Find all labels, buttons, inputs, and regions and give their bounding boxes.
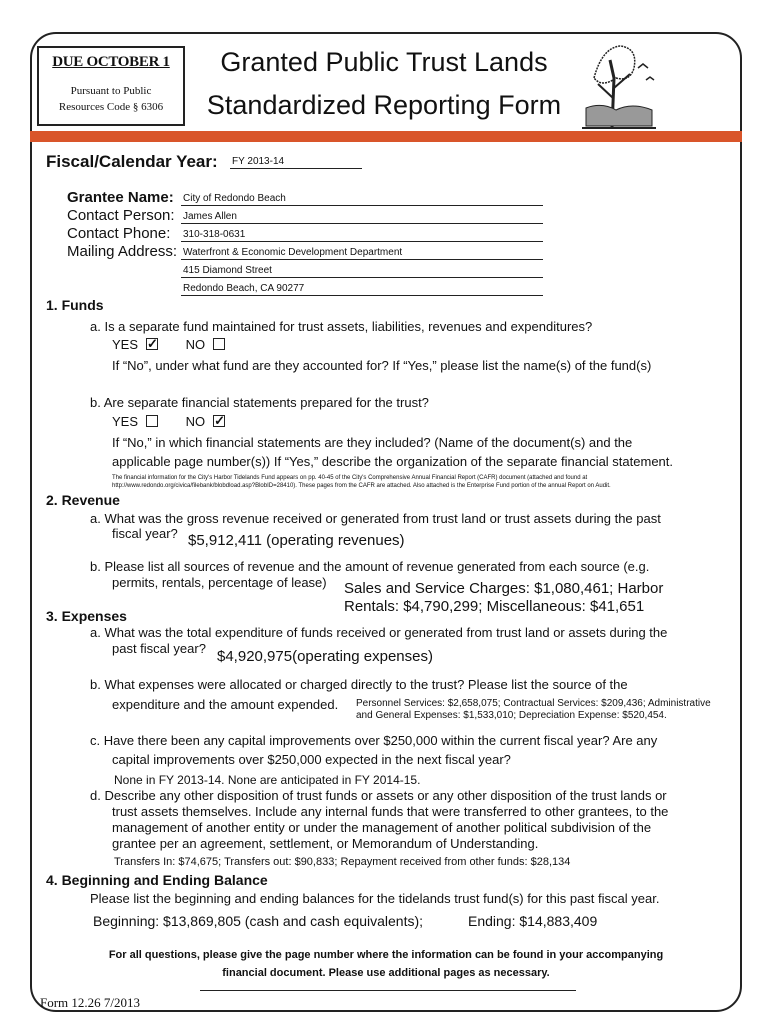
expenses-question-c-1: c. Have there been any capital improvements over $250,000 within the current fiscal year? Are any [90, 733, 658, 748]
statute-line-1: Pursuant to Public [70, 85, 152, 97]
expenses-question-a-1: a. What was the total expenditure of funds received or generated from trust land or assets during the [90, 625, 668, 640]
funds-b-answer-2: http://www.redondo.org/civica/filebank/blobdload.asp?BlobID=28410). These pages from the CAFR are attached. Also attached is the Enterprise Fund portion of the annual Report on Audit. [112, 483, 611, 489]
funds-a-yes-label: YES [112, 337, 139, 352]
funds-a-yes-checkbox[interactable] [146, 338, 158, 350]
expenses-d-answer: Transfers In: $74,675; Transfers out: $90,833; Repayment received from other funds: $28,134 [114, 856, 571, 868]
funds-a-options [112, 335, 225, 354]
revenue-question-b-1: b. Please list all sources of revenue and the amount of revenue generated from each source (e.g. [90, 559, 650, 574]
expenses-question-a-2: past fiscal year? [112, 641, 206, 656]
funds-b-answer-1: The financial information for the City's Harbor Tidelands Fund appears on pp. 40-45 of the City's Comprehensive Annual Financial Report (CAFR) document (attached and found at [112, 475, 588, 481]
funds-question-a: a. Is a separate fund maintained for trust assets, liabilities, revenues and expenditures? [90, 319, 593, 334]
revenue-question-a-1: a. What was the gross revenue received or generated from trust land or trust assets during the past [90, 511, 661, 526]
footer-note-line-1: For all questions, please give the page number where the information can be found in your accompanying [108, 949, 664, 961]
form-number: Form 12.26 7/2013 [40, 995, 141, 1010]
revenue-a-answer: $5,912,411 (operating revenues) [188, 532, 405, 549]
revenue-b-answer-1: Sales and Service Charges: $1,080,461; Harbor [344, 580, 664, 597]
funds-a-no-label: NO [185, 337, 206, 352]
mailing-address-line-1[interactable]: Waterfront & Economic Development Department [181, 246, 543, 260]
due-date-title: DUE OCTOBER 1 [52, 54, 170, 70]
funds-heading: 1. Funds [46, 297, 104, 313]
funds-a-follow-up: If “No”, under what fund are they accounted for? If “Yes,” please list the name(s) of the fund(s) [112, 358, 652, 373]
form-title-line-2: Standardized Reporting Form [206, 90, 562, 120]
revenue-b-answer-2: Rentals: $4,790,299; Miscellaneous: $41,651 [344, 598, 645, 615]
contact-person-field[interactable]: James Allen [181, 210, 543, 224]
revenue-question-b-2: permits, rentals, percentage of lease) [112, 575, 327, 590]
funds-b-no-checkbox[interactable] [213, 415, 225, 427]
ending-balance: Ending: $14,883,409 [468, 913, 598, 929]
funds-question-b: b. Are separate financial statements prepared for the trust? [90, 395, 429, 410]
footer-instructions [46, 946, 726, 982]
statute-reference [39, 83, 183, 115]
contact-phone-field[interactable]: 310-318-0631 [181, 228, 543, 242]
form-title-line-1: Granted Public Trust Lands [220, 47, 548, 77]
funds-b-yes-label: YES [112, 414, 139, 429]
mailing-address-line-2[interactable]: 415 Diamond Street [181, 264, 543, 278]
contact-person-label: Contact Person: [67, 207, 175, 224]
funds-b-follow-up-1: If “No,” in which financial statements are they included? (Name of the document(s) and the [112, 435, 633, 450]
balance-heading: 4. Beginning and Ending Balance [46, 872, 268, 888]
footer-divider [200, 990, 576, 991]
expenses-question-b-1: b. What expenses were allocated or charged directly to the trust? Please list the source of the [90, 677, 628, 692]
grantee-name-label: Grantee Name: [67, 189, 174, 206]
revenue-question-a-2: fiscal year? [112, 526, 178, 541]
expenses-question-d-2: trust assets themselves. Include any internal funds that were transferred to other grantees, to the [112, 804, 669, 819]
funds-b-follow-up-2: applicable page number(s)) If “Yes,” describe the organization of the separate financial statement. [112, 454, 674, 469]
expenses-b-answer-1: Personnel Services: $2,658,075; Contractual Services: $209,436; Administrative [356, 698, 711, 709]
revenue-heading: 2. Revenue [46, 492, 120, 508]
due-date-box [37, 46, 185, 126]
funds-b-options [112, 412, 225, 431]
grantee-name-field[interactable]: City of Redondo Beach [181, 192, 543, 206]
expenses-heading: 3. Expenses [46, 608, 127, 624]
expenses-question-c-2: capital improvements over $250,000 expected in the next fiscal year? [112, 752, 511, 767]
expenses-question-d-3: management of another entity or under the management of another political subdivision of the [112, 820, 652, 835]
contact-phone-label: Contact Phone: [67, 225, 171, 242]
expenses-question-d-1: d. Describe any other disposition of trust funds or assets or any other disposition of the trust lands or [90, 788, 667, 803]
statute-line-2: Resources Code § 6306 [58, 101, 164, 113]
expenses-a-answer: $4,920,975(operating expenses) [217, 648, 433, 665]
header-accent-bar [30, 131, 742, 142]
tree-and-birds-icon [572, 38, 664, 134]
footer-note-line-2: financial document. Please use additional pages as necessary. [222, 967, 550, 979]
beginning-balance: Beginning: $13,869,805 (cash and cash equivalents); [93, 913, 424, 929]
funds-b-no-label: NO [185, 414, 206, 429]
fiscal-year-label: Fiscal/Calendar Year: [46, 152, 218, 171]
expenses-c-answer: None in FY 2013-14. None are anticipated in FY 2014-15. [114, 773, 421, 787]
funds-b-yes-checkbox[interactable] [146, 415, 158, 427]
expenses-b-answer-2: and General Expenses: $1,533,010; Depreciation Expense: $520,454. [356, 710, 667, 721]
mailing-address-label: Mailing Address: [67, 243, 178, 260]
fiscal-year-field[interactable]: FY 2013-14 [230, 155, 362, 169]
mailing-address-line-3[interactable]: Redondo Beach, CA 90277 [181, 282, 543, 296]
expenses-question-b-2: expenditure and the amount expended. [112, 697, 339, 712]
expenses-question-d-4: grantee per an agreement, settlement, or Memorandum of Understanding. [112, 836, 539, 851]
funds-a-no-checkbox[interactable] [213, 338, 225, 350]
balance-prompt: Please list the beginning and ending balances for the tidelands trust fund(s) for this past fiscal year. [90, 891, 660, 906]
